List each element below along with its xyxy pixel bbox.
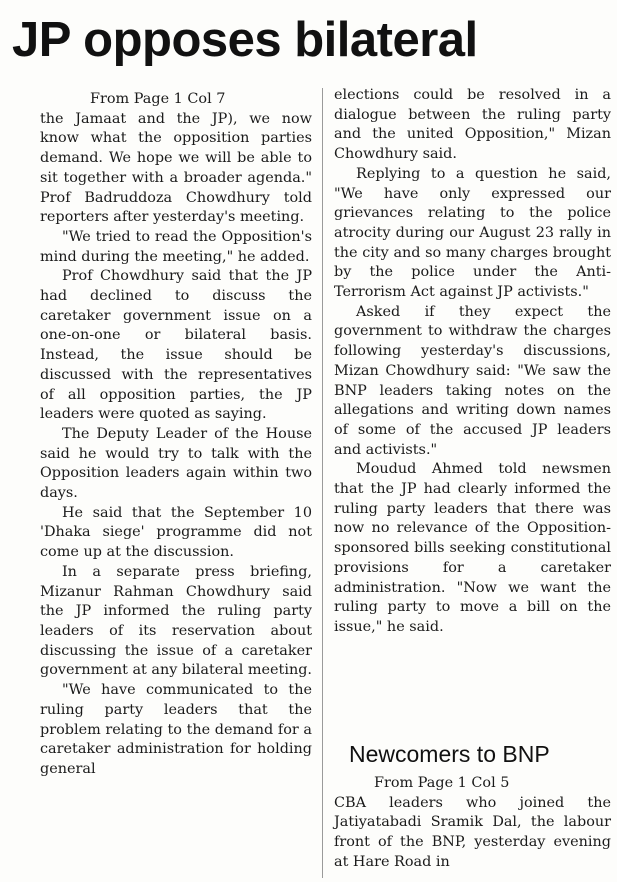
paragraph: Asked if they expect the government to withdraw the charges following yesterday's discussions, Mizan Chowdhury said: "We saw the BNP leaders taking notes on the allegations and writing down names of some of the accused JP leaders and activists." (334, 303, 611, 458)
paragraph: Moudud Ahmed told newsmen that the JP had clearly informed the ruling party leaders that there was now no relevance of the Opposition-sponsored bills seeking constitutional provisions for a caretaker administration. "Now we want the ruling party to move a bill on the issue," he said. (334, 461, 611, 635)
paragraph: CBA leaders who joined the Jatiyatabadi Sramik Dal, the labour front of the BNP, yesterday evening at Hare Road in (334, 794, 611, 870)
second-article-headline: Newcomers to BNP (349, 741, 550, 767)
left-column (40, 90, 312, 780)
paragraph: elections could be resolved in a dialogue between the ruling party and the united Opposition," Mizan Chowdhury said. (334, 87, 611, 163)
continuation-reference: From Page 1 Col 5 (374, 775, 510, 791)
paragraph: "We tried to read the Opposition's mind during the meeting," he added. (40, 228, 312, 265)
paragraph: In a separate press briefing, Mizanur Rahman Chowdhury said the JP informed the ruling party leaders of its reservation about discussing the issue of a caretaker government at any bilateral meeting. (40, 563, 312, 679)
column-divider (322, 88, 323, 878)
paragraph: The Deputy Leader of the House said he would try to talk with the Opposition leaders again within two days. (40, 425, 312, 502)
second-article-body (334, 774, 611, 873)
article-headline: JP opposes bilateral (12, 13, 478, 67)
paragraph: "We have communicated to the ruling party leaders that the problem relating to the demand for a caretaker administration for holding general (40, 682, 312, 777)
paragraph: the Jamaat and the JP), we now know what the opposition parties demand. We hope we will be able to sit together with a broader agenda." Prof Badruddoza Chowdhury told reporters after yesterday's meeting. (40, 110, 312, 226)
paragraph: Prof Chowdhury said that the JP had declined to discuss the caretaker government issue on a one-on-one or bilateral basis. Instead, the issue should be discussed with the representatives of all opposition parties, the JP leaders were quoted as saying. (40, 268, 312, 423)
right-column (334, 86, 611, 638)
paragraph: He said that the September 10 'Dhaka siege' programme did not come up at the discussion. (40, 504, 312, 561)
paragraph: Replying to a question he said, "We have only expressed our grievances relating to the police atrocity during our August 23 rally in the city and so many charges brought by the police under the Anti-Terrorism Act against JP activists." (334, 165, 611, 301)
continuation-reference: From Page 1 Col 7 (90, 91, 226, 107)
